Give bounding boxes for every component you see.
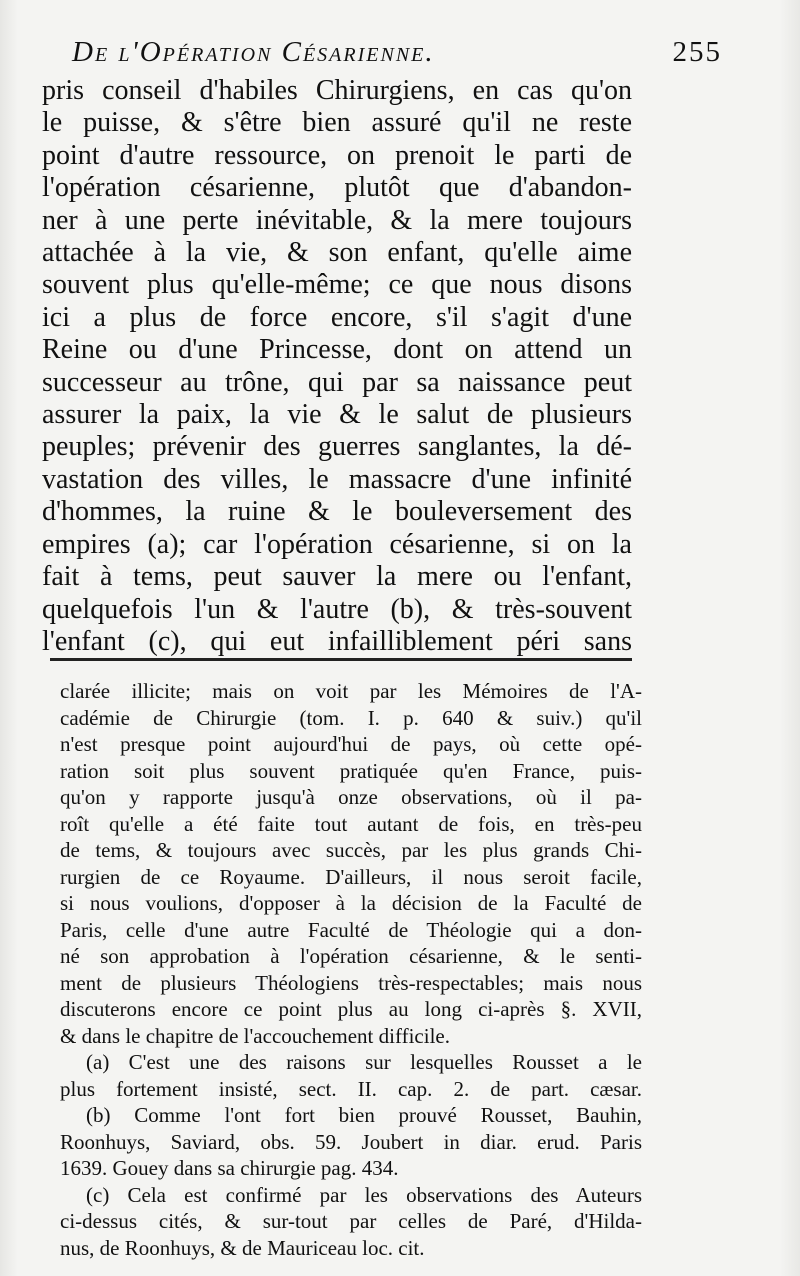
footnote-divider [50,658,632,661]
running-title: De l'Opération Césarienne. [72,36,435,68]
text-line: point d'autre ressource, on prenoit le parti de [42,139,632,171]
text-line: pris conseil d'habiles Chirurgiens, en cas qu'on [42,75,632,106]
text-line: vastation des villes, le massacre d'une infinité [42,463,632,495]
text-line: ici a plus de force encore, s'il s'agit d'une [42,301,632,333]
footnotes [60,678,642,1261]
footnote-line: discuterons encore ce point plus au long ci-après §. XVII, [60,997,642,1021]
note-a-line: plus fortement insisté, sect. II. cap. 2. de part. cæsar. [60,1076,642,1101]
footnote-line: & dans le chapitre de l'accouchement difficile. [60,1023,450,1048]
note-c-line: (c) Cela est confirmé par les observations des Auteurs [86,1182,642,1207]
text-line: peuples; prévenir des guerres sanglantes, la dé- [42,431,632,463]
text-line: assurer la paix, la vie & le salut de plusieurs [42,399,632,431]
note-c-line: ci-dessus cités, & sur-tout par celles de Paré, d'Hilda- [60,1209,642,1233]
running-header [72,36,762,76]
text-line: d'hommes, la ruine & le bouleversement des [42,496,632,528]
footnote-line: si nous voulions, d'opposer à la décision de la Faculté de [60,891,642,915]
note-a-line: (a) C'est une des raisons sur lesquelles Rousset a le [86,1050,642,1074]
page-number: 255 [672,36,722,68]
note-b-line: Roonhuys, Saviard, obs. 59. Joubert in diar. erud. Paris [60,1129,642,1154]
text-line: attachée à la vie, & son enfant, qu'elle aime [42,237,632,269]
footnote-line: de tems, & toujours avec succès, par les plus grands Chi- [60,838,642,862]
footnote-line: né son approbation à l'opération césarienne, & le senti- [60,944,642,968]
footnote-line: roît qu'elle a été faite tout autant de fois, en très-peu [60,811,642,836]
note-b-line: (b) Comme l'ont fort bien prouvé Rousset, Bauhin, [86,1103,642,1127]
text-line: l'opération césarienne, plutôt que d'abandon- [42,172,632,204]
text-line: successeur au trône, qui par sa naissance peut [42,366,632,398]
footnote-line: clarée illicite; mais on voit par les Mémoires de l'A- [60,679,642,703]
note-b-line: 1639. Gouey dans sa chirurgie pag. 434. [60,1156,399,1180]
text-line: quelquefois l'un & l'autre (b), & très-souvent [42,593,632,625]
footnote-line: qu'on y rapporte jusqu'à onze observations, où il pa- [60,785,642,809]
footnote-line: cadémie de Chirurgie (tom. I. p. 640 & suiv.) qu'il [60,705,642,730]
text-line: l'enfant (c), qui eut infailliblement péri sans [42,625,632,657]
text-line: ner à une perte inévitable, & la mere toujours [42,204,632,236]
main-text [42,75,632,658]
footnote-line: Paris, celle d'une autre Faculté de Théologie qui a don- [60,917,642,942]
footnote-line: ration soit plus souvent pratiquée qu'en France, puis- [60,758,642,783]
text-line: empires (a); car l'opération césarienne, si on la [42,528,632,560]
text-line: souvent plus qu'elle-même; ce que nous disons [42,269,632,301]
text-line: fait à tems, peut sauver la mere ou l'enfant, [42,561,632,593]
footnote-line: ment de plusieurs Théologiens très-respectables; mais nous [60,970,642,995]
note-c-line: nus, de Roonhuys, & de Mauriceau loc. cit. [60,1235,425,1260]
footnote-line: n'est presque point aujourd'hui de pays, où cette opé- [60,732,642,756]
footnote-line: rurgien de ce Royaume. D'ailleurs, il nous seroit facile, [60,864,642,889]
text-line: Reine ou d'une Princesse, dont on attend un [42,334,632,366]
text-line: le puisse, & s'être bien assuré qu'il ne reste [42,107,632,139]
